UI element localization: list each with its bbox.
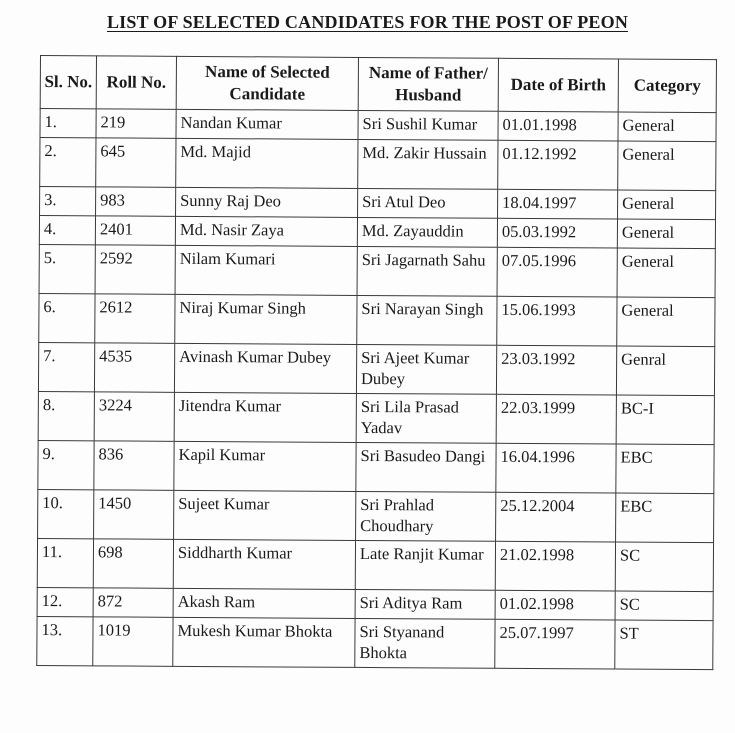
table-row — [40, 138, 716, 191]
cell-sl-no: 6. — [39, 293, 95, 342]
cell-father-husband: Sri Lila Prasad Yadav — [356, 393, 496, 443]
cell-father-husband: Sri Sushil Kumar — [358, 110, 498, 140]
cell-category: SC — [615, 591, 713, 621]
cell-candidate-name: Kapil Kumar — [174, 441, 356, 491]
cell-date-of-birth: 23.03.1992 — [496, 345, 616, 395]
cell-date-of-birth: 01.02.1998 — [495, 590, 615, 620]
cell-sl-no: 11. — [37, 538, 93, 587]
cell-father-husband: Md. Zayauddin — [357, 217, 497, 247]
cell-roll-no: 4535 — [94, 343, 174, 392]
cell-date-of-birth: 25.07.1997 — [495, 619, 615, 669]
cell-date-of-birth: 25.12.2004 — [496, 492, 616, 542]
page-title — [0, 12, 735, 33]
cell-roll-no: 1450 — [94, 490, 174, 539]
cell-father-husband: Sri Styanand Bhokta — [355, 618, 495, 668]
cell-candidate-name: Jitendra Kumar — [174, 392, 356, 442]
cell-category: General — [617, 297, 715, 347]
cell-father-husband: Sri Basudeo Dangi — [356, 442, 496, 492]
page-title-text: LIST OF SELECTED CANDIDATES FOR THE POST OF PEON — [106, 12, 629, 32]
cell-category: EBC — [616, 444, 714, 494]
cell-sl-no: 13. — [37, 616, 93, 665]
cell-date-of-birth: 01.12.1992 — [498, 140, 618, 190]
table-header-row — [40, 56, 716, 113]
header-father-husband: Name of Father/ Husband — [358, 57, 498, 111]
table-row — [39, 293, 715, 346]
cell-category: General — [617, 248, 715, 298]
cell-category: General — [617, 219, 715, 249]
cell-sl-no: 1. — [40, 109, 96, 138]
cell-sl-no: 5. — [39, 244, 95, 293]
cell-roll-no: 219 — [96, 109, 176, 138]
cell-sl-no: 10. — [38, 489, 94, 538]
cell-date-of-birth: 21.02.1998 — [495, 541, 615, 591]
cell-father-husband: Sri Ajeet Kumar Dubey — [356, 344, 496, 394]
cell-category: SC — [615, 542, 713, 592]
cell-candidate-name: Md. Majid — [176, 138, 358, 188]
table-row — [37, 538, 713, 591]
cell-father-husband: Sri Atul Deo — [358, 188, 498, 218]
header-roll-no: Roll No. — [96, 56, 176, 109]
cell-category: EBC — [616, 493, 714, 543]
cell-date-of-birth: 01.01.1998 — [498, 111, 618, 141]
cell-sl-no: 8. — [38, 391, 94, 440]
cell-candidate-name: Mukesh Kumar Bhokta — [173, 617, 355, 667]
table-row — [37, 587, 713, 620]
header-category: Category — [618, 59, 716, 113]
cell-father-husband: Sri Aditya Ram — [355, 589, 495, 619]
cell-candidate-name: Niraj Kumar Singh — [175, 294, 357, 344]
cell-sl-no: 4. — [39, 216, 95, 245]
cell-sl-no: 9. — [38, 440, 94, 489]
cell-father-husband: Sri Jagarnath Sahu — [357, 246, 497, 296]
cell-sl-no: 2. — [40, 138, 96, 187]
cell-roll-no: 2592 — [95, 245, 175, 294]
cell-candidate-name: Sujeet Kumar — [174, 490, 356, 540]
cell-sl-no: 12. — [37, 587, 93, 616]
table-row — [40, 109, 716, 142]
cell-candidate-name: Md. Nasir Zaya — [175, 216, 357, 246]
cell-category: General — [618, 141, 716, 191]
cell-category: ST — [615, 620, 713, 670]
cell-candidate-name: Nilam Kumari — [175, 245, 357, 295]
cell-roll-no: 836 — [94, 441, 174, 490]
table-row — [38, 489, 714, 542]
header-candidate-name: Name of Selected Candidate — [176, 56, 358, 110]
header-date-of-birth: Date of Birth — [498, 58, 618, 112]
cell-candidate-name: Avinash Kumar Dubey — [174, 343, 356, 393]
candidates-table — [36, 55, 717, 670]
cell-date-of-birth: 22.03.1999 — [496, 394, 616, 444]
cell-roll-no: 2401 — [95, 216, 175, 245]
cell-roll-no: 3224 — [94, 392, 174, 441]
table-row — [39, 216, 715, 249]
page-bottom-margin — [0, 690, 735, 733]
cell-candidate-name: Sunny Raj Deo — [176, 187, 358, 217]
table-row — [38, 391, 714, 444]
cell-category: BC-I — [616, 395, 714, 445]
cell-category: General — [618, 190, 716, 220]
cell-candidate-name: Akash Ram — [173, 588, 355, 618]
cell-roll-no: 645 — [96, 138, 176, 187]
cell-candidate-name: Siddharth Kumar — [173, 539, 355, 589]
cell-father-husband: Sri Narayan Singh — [357, 295, 497, 345]
cell-category: General — [618, 112, 716, 142]
cell-date-of-birth: 16.04.1996 — [496, 443, 616, 493]
cell-father-husband: Md. Zakir Hussain — [358, 139, 498, 189]
cell-father-husband: Late Ranjit Kumar — [355, 540, 495, 590]
table-row — [38, 342, 714, 395]
cell-father-husband: Sri Prahlad Choudhary — [356, 491, 496, 541]
cell-sl-no: 7. — [38, 342, 94, 391]
cell-date-of-birth: 07.05.1996 — [497, 247, 617, 297]
cell-roll-no: 1019 — [93, 617, 173, 666]
cell-roll-no: 2612 — [95, 294, 175, 343]
table-row — [39, 244, 715, 297]
cell-roll-no: 983 — [96, 187, 176, 216]
cell-sl-no: 3. — [40, 187, 96, 216]
cell-category: Genral — [616, 346, 714, 396]
cell-date-of-birth: 05.03.1992 — [497, 218, 617, 248]
table-row — [37, 616, 713, 669]
table-row — [38, 440, 714, 493]
cell-roll-no: 698 — [93, 539, 173, 588]
header-sl-no: Sl. No. — [40, 56, 96, 109]
cell-date-of-birth: 15.06.1993 — [497, 296, 617, 346]
table-row — [40, 187, 716, 220]
cell-roll-no: 872 — [93, 588, 173, 617]
cell-date-of-birth: 18.04.1997 — [498, 189, 618, 219]
cell-candidate-name: Nandan Kumar — [176, 109, 358, 139]
